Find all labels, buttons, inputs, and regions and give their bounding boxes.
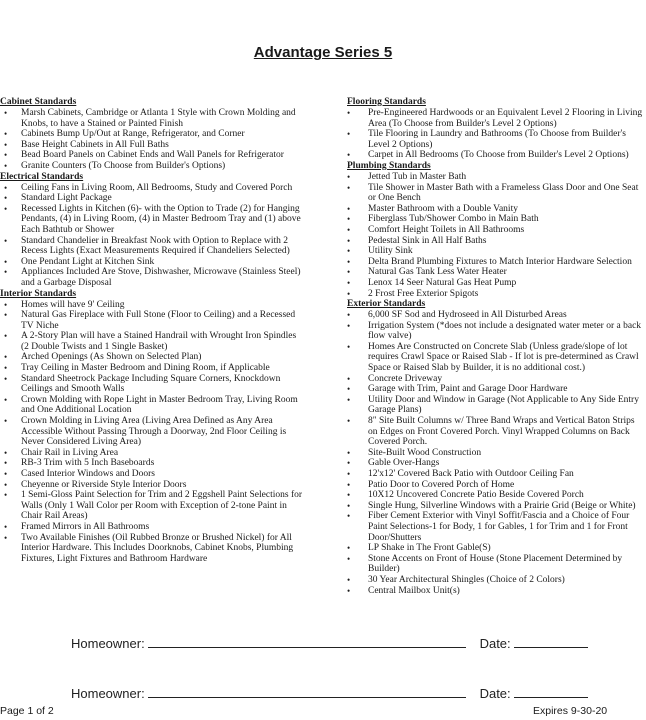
list-item: • Bead Board Panels on Cabinet Ends and Wall Panels for Refrigerator: [0, 150, 308, 161]
homeowner-signature-row-1: [71, 635, 588, 651]
list-item: • 30 Year Architectural Shingles (Choice of 2 Colors): [347, 575, 646, 586]
homeowner-label: Homeowner:: [71, 686, 145, 701]
document-title: Advantage Series 5: [253, 44, 393, 61]
list-item: • Tray Ceiling in Master Bedroom and Dining Room, if Applicable: [0, 363, 308, 374]
list-item: • Tile Shower in Master Bath with a Frameless Glass Door and One Seat or One Bench: [347, 183, 646, 204]
list-item: • Jetted Tub in Master Bath: [347, 172, 646, 183]
list-item: • Pedestal Sink in All Half Baths: [347, 236, 646, 247]
list-item: • One Pendant Light at Kitchen Sink: [0, 257, 308, 268]
list-item: • Granite Counters (To Choose from Builder's Options): [0, 161, 308, 172]
list-item: • Two Available Finishes (Oil Rubbed Bronze or Brushed Nickel) for All Interior Hardware. This Includes Doorknobs, Cabinet Knobs, Plumbing Fixtures, Light Fixtures and Bathroom Hardware: [0, 533, 308, 565]
list-item: • Homes will have 9' Ceiling: [0, 300, 308, 311]
date-label: Date:: [479, 686, 511, 701]
list-item: • Recessed Lights in Kitchen (6)- with the Option to Trade (2) for Hanging Pendants, (4) in Living Room, (4) in Master Bedroom Tray and (1) above Each Bathtub or Shower: [0, 204, 308, 236]
list-item: • Natural Gas Tank Less Water Heater: [347, 267, 646, 278]
list-item: • Chair Rail in Living Area: [0, 448, 308, 459]
list-item: • Natural Gas Fireplace with Full Stone (Floor to Ceiling) and a Recessed TV Niche: [0, 310, 308, 331]
cabinet-standards-heading: Cabinet Standards: [0, 97, 77, 107]
date-line[interactable]: [514, 635, 588, 648]
list-item: • Cased Interior Windows and Doors: [0, 469, 308, 480]
list-item: • Irrigation System (*does not include a designated water meter or a back flow valve): [347, 321, 646, 342]
list-item: • Stone Accents on Front of House (Stone Placement Determined by Builder): [347, 554, 646, 575]
list-item: • 12'x12' Covered Back Patio with Outdoor Ceiling Fan: [347, 469, 646, 480]
right-column: [347, 97, 646, 596]
expiration-date: Expires 9-30-20: [533, 705, 608, 717]
electrical-standards-heading: Electrical Standards: [0, 171, 84, 182]
list-item: • Homes Are Constructed on Concrete Slab (Unless grade/slope of lot requires Crawl Space or Raised Slab - If lot is pre-determined as Crawl Space or Raised Slab by Builder, it is no additional cost.): [347, 342, 646, 374]
homeowner-signature-line[interactable]: [148, 685, 466, 698]
list-item: • Marsh Cabinets, Cambridge or Atlanta 1 Style with Crown Molding and Knobs, to have a Stained or Painted Finish: [0, 108, 308, 129]
list-item: • Master Bathroom with a Double Vanity: [347, 204, 646, 215]
list-item: • LP Shake in The Front Gable(S): [347, 543, 646, 554]
list-item: • Arched Openings (As Shown on Selected Plan): [0, 352, 308, 363]
homeowner-label: Homeowner:: [71, 636, 145, 651]
interior-standards-heading: Interior Standards: [0, 288, 77, 299]
list-item: • Concrete Driveway: [347, 374, 646, 385]
page-number: Page 1 of 2: [0, 705, 54, 717]
list-item: • Standard Light Package: [0, 193, 308, 204]
list-item: • Ceiling Fans in Living Room, All Bedrooms, Study and Covered Porch: [0, 183, 308, 194]
list-item: • Site-Built Wood Construction: [347, 448, 646, 459]
list-item: • RB-3 Trim with 5 Inch Baseboards: [0, 458, 308, 469]
date-label: Date:: [479, 636, 511, 651]
list-item: • 1 Semi-Gloss Paint Selection for Trim and 2 Eggshell Paint Selections for Walls (Only 1 Wall Color per Room with Exception of 2-tone Paint in Chair Rail Areas): [0, 490, 308, 522]
list-item: • Cabinets Bump Up/Out at Range, Refrigerator, and Corner: [0, 129, 308, 140]
list-item: • Base Height Cabinets in All Full Baths: [0, 140, 308, 151]
left-column: [0, 97, 308, 564]
list-item: • A 2-Story Plan will have a Stained Handrail with Wrought Iron Spindles (2 Double Twists and 1 Single Basket): [0, 331, 308, 352]
list-item: • Utility Sink: [347, 246, 646, 257]
list-item: • Crown Molding with Rope Light in Master Bedroom Tray, Living Room and One Additional Location: [0, 395, 308, 416]
list-item: • Utility Door and Window in Garage (Not Applicable to Any Side Entry Garage Plans): [347, 395, 646, 416]
plumbing-standards-heading: Plumbing Standards: [347, 160, 431, 171]
date-line[interactable]: [514, 685, 588, 698]
flooring-standards-list: [347, 108, 646, 161]
list-item: • Comfort Height Toilets in All Bathrooms: [347, 225, 646, 236]
cabinet-standards-list: [0, 108, 308, 172]
list-item: • Gable Over-Hangs: [347, 458, 646, 469]
list-item: • Garage with Trim, Paint and Garage Door Hardware: [347, 384, 646, 395]
list-item: • Lenox 14 Seer Natural Gas Heat Pump: [347, 278, 646, 289]
list-item: • Framed Mirrors in All Bathrooms: [0, 522, 308, 533]
list-item: • 8" Site Built Columns w/ Three Band Wraps and Vertical Baton Strips on Edges on Front Covered Porch. Vinyl Wrapped Columns on Back Covered Porch.: [347, 416, 646, 448]
homeowner-signature-line[interactable]: [148, 635, 466, 648]
list-item: • Carpet in All Bedrooms (To Choose from Builder's Level 2 Options): [347, 150, 646, 161]
list-item: • Appliances Included Are Stove, Dishwasher, Microwave (Stainless Steel) and a Garbage Disposal: [0, 267, 308, 288]
exterior-standards-heading: Exterior Standards: [347, 299, 426, 310]
list-item: • Cheyenne or Riverside Style Interior Doors: [0, 480, 308, 491]
list-item: • Tile Flooring in Laundry and Bathrooms (To Choose from Builder's Level 2 Options): [347, 129, 646, 150]
list-item: • Patio Door to Covered Porch of Home: [347, 480, 646, 491]
list-item: • Central Mailbox Unit(s): [347, 586, 646, 597]
list-item: • Single Hung, Silverline Windows with a Prairie Grid (Beige or White): [347, 501, 646, 512]
list-item: • 6,000 SF Sod and Hydroseed in All Disturbed Areas: [347, 310, 646, 321]
list-item: • Delta Brand Plumbing Fixtures to Match Interior Hardware Selection: [347, 257, 646, 268]
plumbing-standards-list: [347, 172, 646, 299]
list-item: • Crown Molding in Living Area (Living Area Defined as Any Area Accessible Without Passing Through a Doorway, 2nd Floor Ceiling is Never Considered Living Area): [0, 416, 308, 448]
exterior-standards-list: [347, 310, 646, 596]
list-item: • Fiber Cement Exterior with Vinyl Soffit/Fascia and a Choice of Four Paint Selections-1 for Body, 1 for Gables, 1 for Trim and 1 for Front Door/Shutters: [347, 511, 646, 543]
flooring-standards-heading: Flooring Standards: [347, 97, 426, 107]
interior-standards-list: [0, 300, 308, 565]
list-item: • Standard Chandelier in Breakfast Nook with Option to Replace with 2 Recess Lights (Exact Measurements Required if Chandeliers Selected): [0, 236, 308, 257]
list-item: • Fiberglass Tub/Shower Combo in Main Bath: [347, 214, 646, 225]
list-item: • 2 Frost Free Exterior Spigots: [347, 289, 646, 300]
list-item: • 10X12 Uncovered Concrete Patio Beside Covered Porch: [347, 490, 646, 501]
homeowner-signature-row-2: [71, 685, 588, 701]
list-item: • Standard Sheetrock Package Including Square Corners, Knockdown Ceilings and Smooth Walls: [0, 374, 308, 395]
list-item: • Pre-Engineered Hardwoods or an Equivalent Level 2 Flooring in Living Area (To Choose from Builder's Level 2 Options): [347, 108, 646, 129]
electrical-standards-list: [0, 183, 308, 289]
